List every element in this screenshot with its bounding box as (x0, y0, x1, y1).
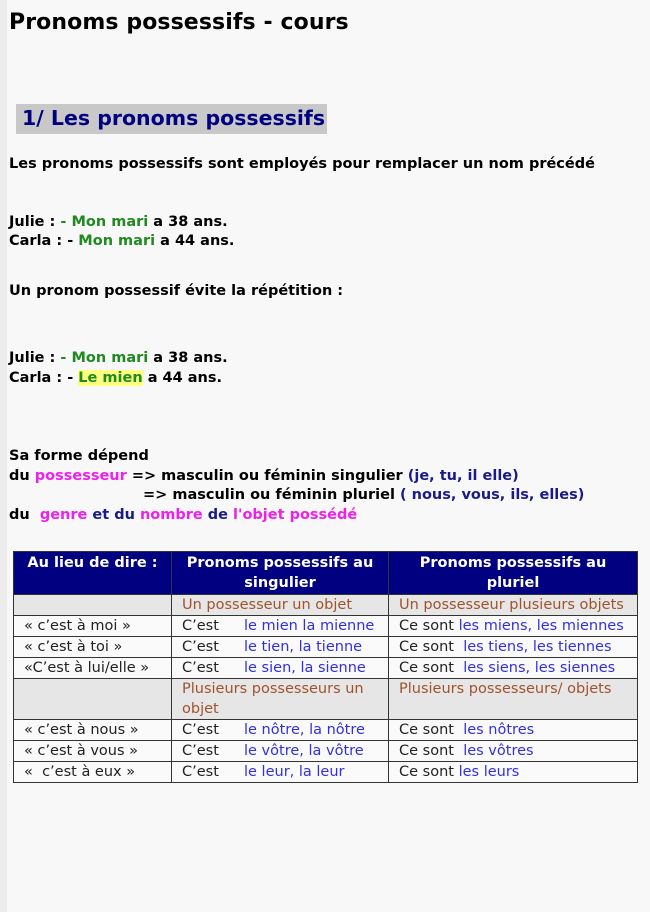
prefix: C’est (182, 764, 219, 780)
prefix: Ce sont (399, 722, 464, 738)
cell: « c’est à nous » (14, 720, 172, 741)
cell: «C’est à lui/elle » (14, 658, 172, 679)
prefix: Ce sont (399, 660, 464, 676)
du-text: du (9, 507, 40, 523)
table-subheader-row (14, 679, 638, 720)
pronoun: le mien la mienne (244, 618, 375, 634)
example1-line1 (9, 213, 228, 232)
avoid-repetition-text: Un pronom possessif évite la répétition : (9, 283, 344, 299)
table-header-row (14, 552, 638, 595)
cell (172, 720, 389, 741)
noun: Mon mari (71, 214, 149, 230)
prefix: C’est (182, 618, 219, 634)
genre-term: genre (39, 507, 88, 523)
possessive-pronouns-table (13, 551, 638, 783)
section-title: 1/ Les pronoms possessifs (16, 104, 327, 134)
cell (172, 616, 389, 637)
nombre-term: nombre (139, 507, 203, 523)
arrow-text: => masculin ou féminin singulier (126, 468, 408, 484)
pronoun: le vôtre, la vôtre (244, 743, 364, 759)
cell: Plusieurs possesseurs/ objets (389, 679, 638, 720)
cell (389, 637, 638, 658)
cell (172, 637, 389, 658)
cell (172, 658, 389, 679)
table-row (14, 762, 638, 783)
cell: Un possesseur un objet (172, 595, 389, 616)
highlighted-pronoun: Le mien (78, 370, 143, 386)
rest: a 44 ans. (142, 370, 223, 386)
speaker: Julie : (9, 214, 61, 230)
header-plural: Pronoms possessifs au pluriel (389, 552, 638, 595)
cell: « c’est à toi » (14, 637, 172, 658)
possesseur-term: possesseur (34, 468, 127, 484)
cell (172, 741, 389, 762)
du-text: du (9, 468, 35, 484)
rest: a 38 ans. (148, 350, 228, 366)
form-line3 (9, 506, 357, 525)
prefix: Ce sont (399, 618, 459, 634)
cell: Plusieurs possesseurs un objet (172, 679, 389, 720)
cell: Un possesseur plusieurs objets (389, 595, 638, 616)
pronoun: le leur, la leur (244, 764, 345, 780)
persons-singular: (je, tu, il elle) (407, 468, 519, 484)
example2-line2 (9, 369, 222, 388)
example2-line1 (9, 349, 228, 368)
prefix: Ce sont (399, 764, 459, 780)
form-heading: Sa forme dépend (9, 448, 149, 464)
cell (389, 741, 638, 762)
form-line2 (9, 486, 584, 505)
cell (14, 679, 172, 720)
pronoun: le nôtre, la nôtre (244, 722, 365, 738)
prefix: C’est (182, 722, 219, 738)
pronoun: les miens, les miennes (458, 618, 624, 634)
header-singular: Pronoms possessifs au singulier (172, 552, 389, 595)
persons-plural: ( nous, vous, ils, elles) (399, 487, 585, 503)
noun: Mon mari (71, 350, 149, 366)
prefix: Ce sont (399, 743, 464, 759)
left-edge-strip (0, 0, 7, 912)
speaker: Carla : - (9, 370, 79, 386)
dash: - (60, 214, 72, 230)
cell (389, 762, 638, 783)
table-row (14, 658, 638, 679)
pronoun: le sien, la sienne (244, 660, 366, 676)
et-du-text: et du (87, 507, 140, 523)
objet-term: l'objet possédé (233, 507, 358, 523)
table-subheader-row (14, 595, 638, 616)
cell: « c’est à moi » (14, 616, 172, 637)
example1-line2 (9, 232, 234, 251)
pronoun: les nôtres (463, 722, 535, 738)
pronoun: les siens, les siennes (463, 660, 616, 676)
noun: Mon mari (78, 233, 156, 249)
prefix: C’est (182, 743, 219, 759)
cell: « c’est à vous » (14, 741, 172, 762)
prefix: C’est (182, 639, 219, 655)
de-text: de (202, 507, 234, 523)
rest: a 38 ans. (148, 214, 228, 230)
pronoun: les tiens, les tiennes (463, 639, 612, 655)
form-line1 (9, 467, 519, 486)
speaker: Carla : - (9, 233, 79, 249)
rest: a 44 ans. (155, 233, 235, 249)
page-title: Pronoms possessifs - cours (9, 10, 349, 35)
pronoun: les leurs (458, 764, 520, 780)
cell (172, 762, 389, 783)
table-row (14, 616, 638, 637)
cell (14, 595, 172, 616)
pronoun: les vôtres (463, 743, 534, 759)
header-instead-of: Au lieu de dire : (14, 552, 172, 595)
dash: - (60, 350, 72, 366)
cell (389, 720, 638, 741)
table-row (14, 741, 638, 762)
arrow-text: => masculin ou féminin pluriel (143, 487, 400, 503)
table-row (14, 637, 638, 658)
cell (389, 658, 638, 679)
prefix: C’est (182, 660, 219, 676)
pronoun: le tien, la tienne (244, 639, 363, 655)
cell (389, 616, 638, 637)
speaker: Julie : (9, 350, 61, 366)
table-row (14, 720, 638, 741)
cell: « c’est à eux » (14, 762, 172, 783)
intro-text: Les pronoms possessifs sont employés pour remplacer un nom précédé (9, 156, 595, 172)
prefix: Ce sont (399, 639, 464, 655)
